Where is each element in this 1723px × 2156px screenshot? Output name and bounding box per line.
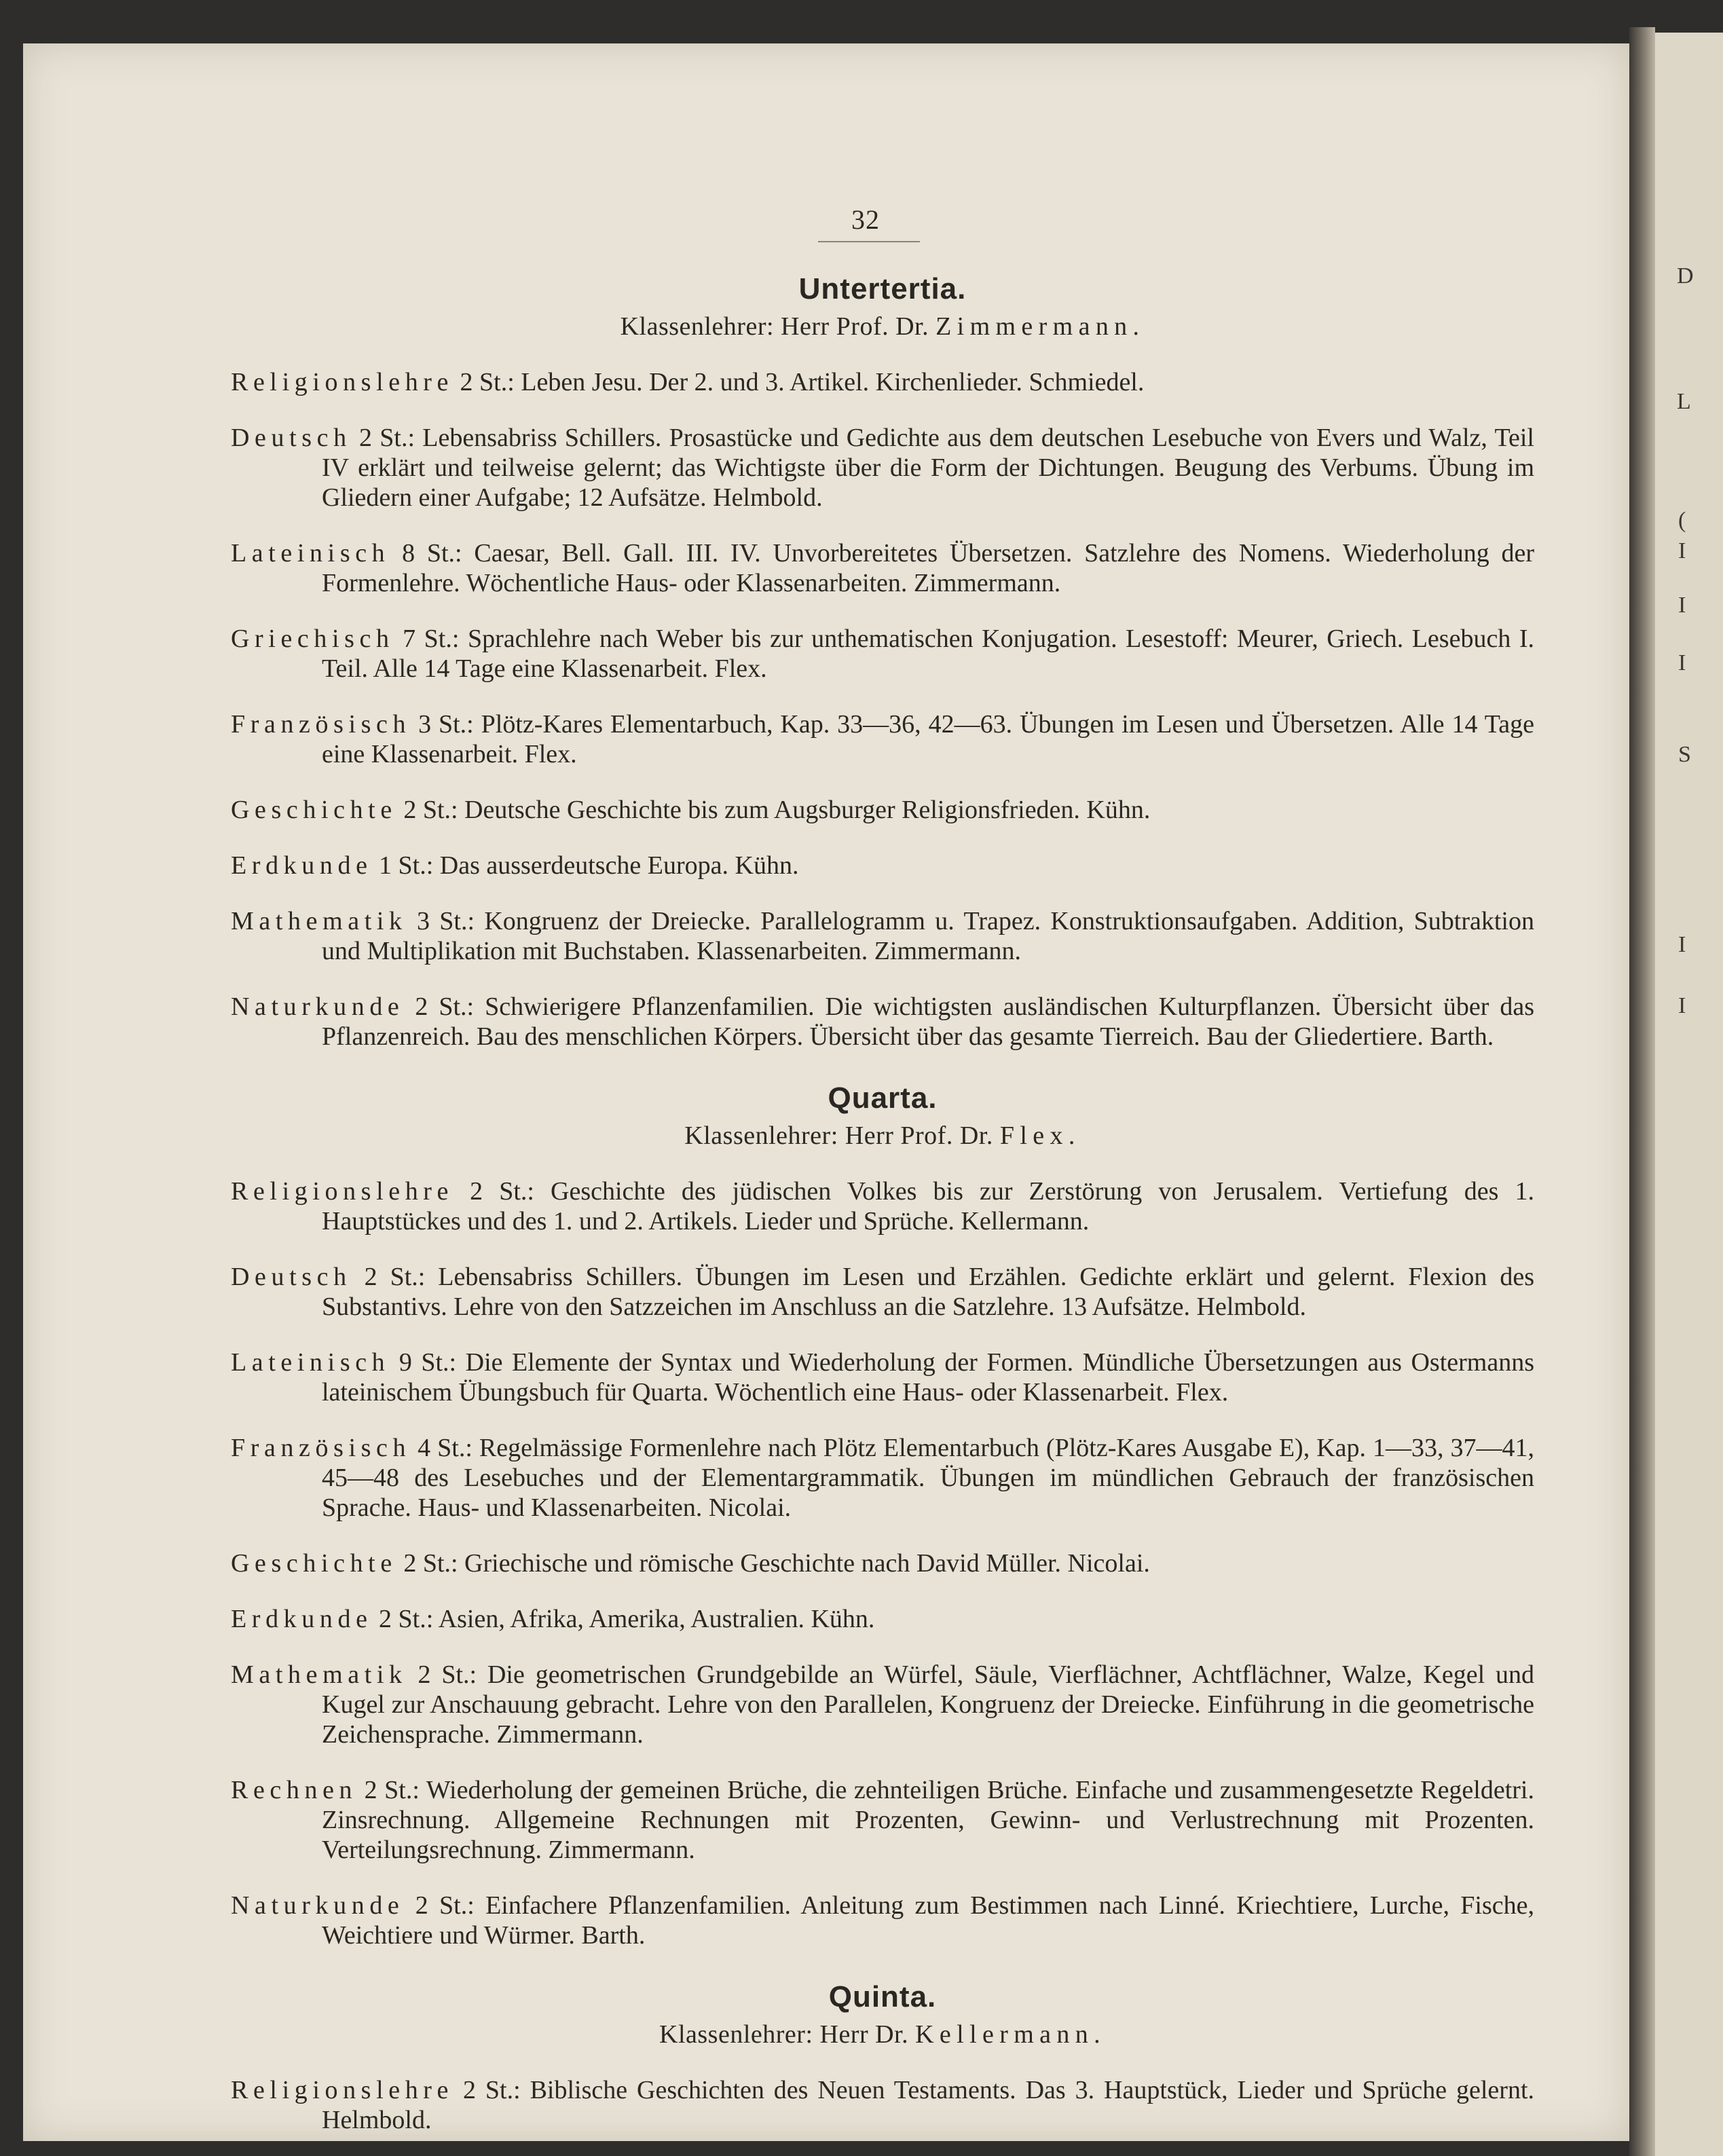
subject-entry — [231, 1775, 1534, 1865]
subject-text: 2 St.: Asien, Afrika, Amerika, Australien. Kühn. — [379, 1605, 875, 1633]
section-title: Quarta. — [828, 1081, 938, 1115]
subject-entry — [231, 1433, 1534, 1523]
subject-entry — [231, 538, 1534, 598]
subject-entry — [231, 1604, 1534, 1634]
section-quarta — [231, 1081, 1534, 1950]
subject-text: 2 St.: Lebensabriss Schillers. Übungen im Lesen und Erzählen. Gedichte erklärt und gelernt. Flexion des Substantivs. Lehre von den Satzzeichen im Anschluss an die Satzlehre. 13 Aufsätze. Helmbold. — [322, 1263, 1535, 1321]
subject-name: Geschichte — [231, 1549, 397, 1578]
section-quinta — [231, 1980, 1534, 2135]
subject-text: 8 St.: Caesar, Bell. Gall. III. IV. Unvorbereitetes Übersetzen. Satzlehre des Nomens. Wiederholung der Formenlehre. Wöchentliche Haus- oder Klassenarbeiten. Zimmermann. — [322, 539, 1535, 597]
subject-name: Naturkunde — [231, 992, 405, 1021]
teacher-prefix: Klassenlehrer: Herr Prof. Dr. — [684, 1121, 993, 1150]
subject-entry — [231, 1891, 1534, 1950]
subject-list — [231, 2075, 1534, 2135]
subject-entry — [231, 423, 1534, 513]
teacher-name: Flex. — [999, 1121, 1081, 1150]
subject-name: Deutsch — [231, 1263, 352, 1291]
adjacent-page-letter: I — [1678, 932, 1686, 957]
adjacent-page-letter: S — [1678, 742, 1691, 767]
teacher-name: Zimmermann. — [935, 312, 1145, 341]
subject-text: 4 St.: Regelmässige Formenlehre nach Plötz Elementarbuch (Plötz-Kares Ausgabe E), Kap. 1—33, 37—41, 45—48 des Lesebuches und der Elementargrammatik. Übungen im mündlichen Gebrauch der französischen Sprache. Haus- und Klassenarbeiten. Nicolai. — [322, 1434, 1534, 1522]
subject-entry — [231, 624, 1534, 684]
subject-name: Religionslehre — [231, 2076, 454, 2104]
adjacent-page-letter: D — [1677, 263, 1694, 289]
adjacent-page-letter: I — [1678, 993, 1686, 1018]
subject-entry — [231, 1548, 1534, 1578]
page-content — [231, 204, 1534, 2136]
subject-text: 3 St.: Plötz-Kares Elementarbuch, Kap. 33—36, 42—63. Übungen im Lesen und Übersetzen. Alle 14 Tage eine Klassenarbeit. Flex. — [322, 710, 1534, 768]
subject-text: 2 St.: Schwierigere Pflanzenfamilien. Die wichtigsten ausländischen Kulturpflanzen. Übersicht über das Pflanzenreich. Bau des menschlichen Körpers. Übersicht über das gesamte Tierreich. Bau der Gliedertiere. Barth. — [322, 992, 1535, 1051]
subject-name: Geschichte — [231, 796, 397, 824]
adjacent-page-letter: I — [1678, 593, 1686, 618]
subject-entry — [231, 795, 1534, 825]
subject-entry — [231, 367, 1534, 397]
class-teacher-line — [231, 312, 1534, 341]
subject-entry — [231, 2075, 1534, 2135]
subject-text: 2 St.: Biblische Geschichten des Neuen Testaments. Das 3. Hauptstück, Lieder und Sprüche gelernt. Helmbold. — [322, 2076, 1534, 2134]
subject-name: Lateinisch — [231, 1348, 390, 1377]
subject-entry — [231, 906, 1534, 966]
adjacent-page-letter: ( — [1678, 508, 1686, 533]
class-teacher-line — [231, 1121, 1534, 1151]
page-number-rule — [818, 241, 920, 242]
subject-entry — [231, 1348, 1534, 1407]
subject-name: Französisch — [231, 1434, 411, 1462]
teacher-name: Kellermann. — [915, 2020, 1106, 2049]
subject-entry — [231, 709, 1534, 769]
subject-name: Naturkunde — [231, 1891, 405, 1920]
subject-text: 2 St.: Einfachere Pflanzenfamilien. Anleitung zum Bestimmen nach Linné. Kriechtiere, Lurche, Fische, Weichtiere und Würmer. Barth. — [322, 1891, 1535, 1950]
subject-name: Lateinisch — [231, 539, 390, 568]
subject-entry — [231, 1262, 1534, 1322]
subject-name: Erdkunde — [231, 851, 373, 880]
subject-entry — [231, 1660, 1534, 1749]
class-teacher-line — [231, 2020, 1534, 2049]
subject-name: Rechnen — [231, 1776, 358, 1804]
adjacent-page-letter: I — [1678, 650, 1686, 675]
section-title: Untertertia. — [798, 272, 967, 305]
section-title: Quinta. — [828, 1980, 937, 2013]
subject-list — [231, 367, 1534, 1052]
section-untertertia — [231, 272, 1534, 1052]
subject-text: 2 St.: Wiederholung der gemeinen Brüche, die zehnteiligen Brüche. Einfache und zusammengesetzte Regeldetri. Zinsrechnung. Allgemeine Rechnungen mit Prozenten, Gewinn- und Verlustrechnung mit Prozenten. Verteilungsrechnung. Zimmermann. — [322, 1776, 1534, 1864]
subject-text: 9 St.: Die Elemente der Syntax und Wiederholung der Formen. Mündliche Übersetzungen aus Ostermanns lateinischem Übungsbuch für Quarta. Wöchentlich eine Haus- oder Klassenarbeit. Flex. — [322, 1348, 1534, 1407]
adjacent-page-letter: I — [1678, 538, 1686, 563]
subject-entry — [231, 851, 1534, 880]
subject-name: Mathematik — [231, 1660, 407, 1689]
subject-text: 2 St.: Leben Jesu. Der 2. und 3. Artikel. Kirchenlieder. Schmiedel. — [460, 368, 1145, 396]
adjacent-page-letter: L — [1677, 389, 1691, 414]
subject-text: 2 St.: Lebensabriss Schillers. Prosastücke und Gedichte aus dem deutschen Lesebuche von Evers und Walz, Teil IV erklärt und teilweise gelernt; das Wichtigste über die Form der Dichtungen. Beugung des Verbums. Übung im Gliedern einer Aufgabe; 12 Aufsätze. Helmbold. — [322, 424, 1534, 512]
adjacent-page-edge — [1655, 33, 1723, 2156]
subject-entry — [231, 1176, 1534, 1236]
subject-text: 1 St.: Das ausserdeutsche Europa. Kühn. — [379, 851, 799, 880]
subject-name: Religionslehre — [231, 368, 454, 396]
subject-entry — [231, 992, 1534, 1052]
subject-name: Erdkunde — [231, 1605, 373, 1633]
subject-text: 2 St.: Griechische und römische Geschichte nach David Müller. Nicolai. — [403, 1549, 1150, 1578]
subject-text: 3 St.: Kongruenz der Dreiecke. Parallelogramm u. Trapez. Konstruktionsaufgaben. Addition, Subtraktion und Multiplikation mit Buchstaben. Klassenarbeiten. Zimmermann. — [322, 907, 1534, 965]
book-fold — [1629, 27, 1655, 2156]
subject-name: Französisch — [231, 710, 411, 739]
subject-text: 2 St.: Die geometrischen Grundgebilde an Würfel, Säule, Vierflächner, Achtflächner, Walze, Kegel und Kugel zur Anschauung gebracht. Lehre von den Parallelen, Kongruenz der Dreiecke. Einführung in die geometrische Zeichensprache. Zimmermann. — [322, 1660, 1535, 1749]
subject-text: 2 St.: Deutsche Geschichte bis zum Augsburger Religionsfrieden. Kühn. — [403, 796, 1151, 824]
subject-list — [231, 1176, 1534, 1950]
teacher-prefix: Klassenlehrer: Herr Dr. — [659, 2020, 909, 2049]
subject-name: Religionslehre — [231, 1177, 454, 1206]
subject-name: Griechisch — [231, 625, 394, 653]
subject-text: 2 St.: Geschichte des jüdischen Volkes bis zur Zerstörung von Jerusalem. Vertiefung des 1. Hauptstückes und des 1. und 2. Artikels. Lieder und Sprüche. Kellermann. — [322, 1177, 1535, 1235]
teacher-prefix: Klassenlehrer: Herr Prof. Dr. — [620, 312, 929, 341]
page-number: 32 — [851, 204, 880, 235]
subject-text: 7 St.: Sprachlehre nach Weber bis zur unthematischen Konjugation. Lesestoff: Meurer, Griech. Lesebuch I. Teil. Alle 14 Tage eine Klassenarbeit. Flex. — [322, 625, 1534, 683]
subject-name: Mathematik — [231, 907, 407, 935]
subject-name: Deutsch — [231, 424, 352, 452]
